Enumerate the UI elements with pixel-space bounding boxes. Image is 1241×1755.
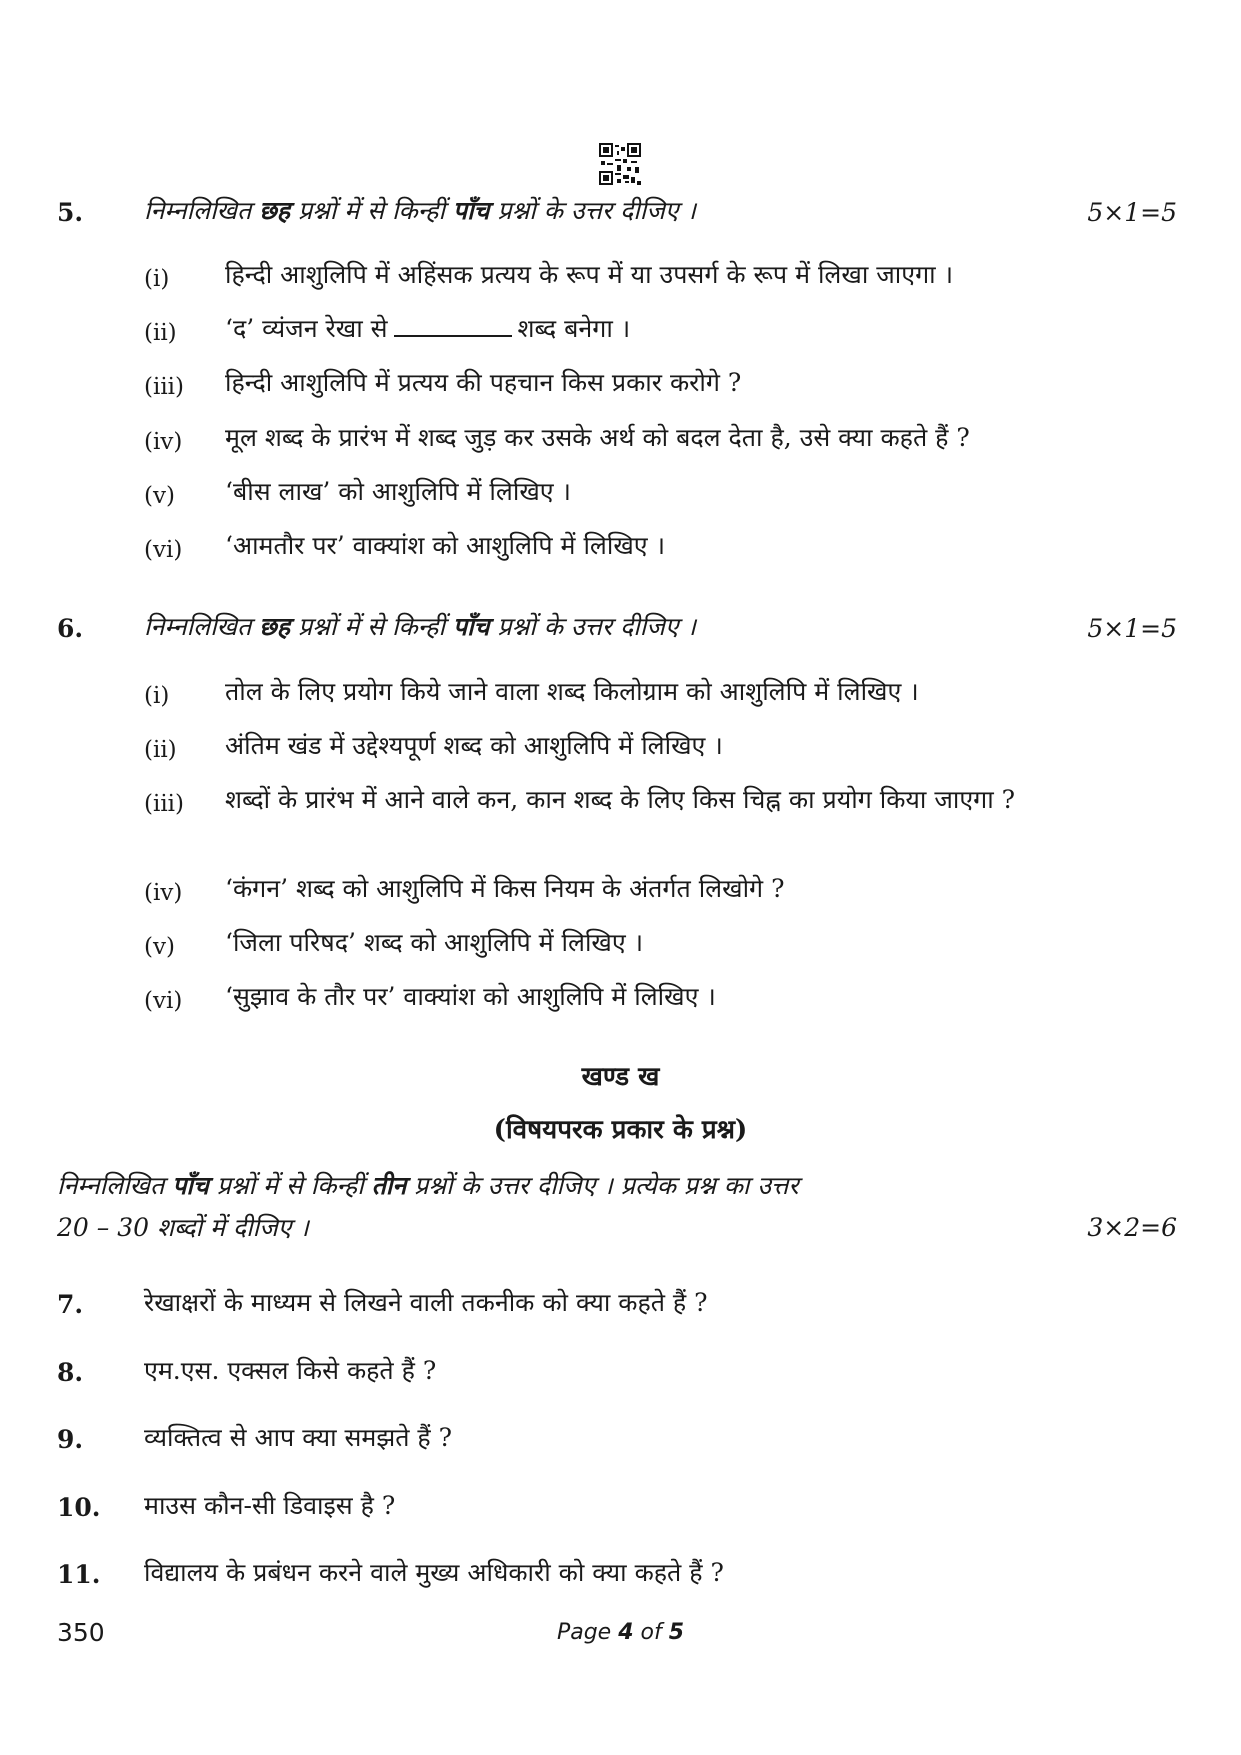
marks-label: 5×1=5 [1087, 614, 1177, 643]
page-indicator: Page 4 of 5 [556, 1620, 685, 1645]
sub-number: (iv) [144, 880, 183, 906]
sub-number: (ii) [144, 320, 177, 346]
sub-question: शब्दों के प्रारंभ में आने वाले कन, कान शब्द के लिए किस चिह्न का प्रयोग किया जाएगा ? [225, 785, 1016, 814]
question-text: माउस कौन-सी डिवाइस है ? [144, 1491, 396, 1520]
section-title: खण्ड ख [581, 1062, 660, 1092]
question-text: विद्यालय के प्रबंधन करने वाले मुख्य अधिकारी को क्या कहते हैं ? [144, 1558, 724, 1587]
sub-number: (ii) [144, 737, 177, 763]
section-subtitle: (विषयपरक प्रकार के प्रश्न) [493, 1115, 748, 1145]
sub-question: ‘जिला परिषद’ शब्द को आशुलिपि में लिखिए । [225, 928, 644, 957]
question-text: रेखाक्षरों के माध्यम से लिखने वाली तकनीक को क्या कहते हैं ? [144, 1288, 708, 1317]
question-text: एम.एस. एक्सल किसे कहते हैं ? [144, 1356, 437, 1385]
sub-question: हिन्दी आशुलिपि में प्रत्यय की पहचान किस प्रकार करोगे ? [225, 368, 742, 397]
question-number: 7. [57, 1290, 84, 1319]
question-instruction: निम्नलिखित छह प्रश्नों में से किन्हीं पाँच प्रश्नों के उत्तर दीजिए । [144, 196, 697, 225]
question-number: 5. [57, 198, 84, 227]
qr-code-icon [599, 143, 641, 185]
question-number: 9. [57, 1425, 84, 1454]
sub-number: (iv) [144, 429, 183, 455]
sub-question: हिन्दी आशुलिपि में अहिंसक प्रत्यय के रूप में या उपसर्ग के रूप में लिखा जाएगा । [225, 260, 954, 289]
sub-question: अंतिम खंड में उद्देश्यपूर्ण शब्द को आशुलिपि में लिखिए । [225, 731, 723, 760]
paper-code: 350 [57, 1618, 105, 1647]
section-instruction: निम्नलिखित पाँच प्रश्नों में से किन्हीं तीन प्रश्नों के उत्तर दीजिए । प्रत्येक प्रश्न का उत्तर 20 – 30 शब्दों में दीजिए । 3×2=6 [57, 1165, 1177, 1249]
sub-question: मूल शब्द के प्रारंभ में शब्द जुड़ कर उसके अर्थ को बदल देता है, उसे क्या कहते हैं ? [225, 423, 970, 452]
sub-number: (vi) [144, 988, 183, 1014]
sub-question: ‘बीस लाख’ को आशुलिपि में लिखिए । [225, 477, 572, 506]
question-number: 8. [57, 1358, 84, 1387]
sub-number: (v) [144, 934, 175, 960]
sub-number: (i) [144, 266, 170, 292]
sub-question: तोल के लिए प्रयोग किये जाने वाला शब्द किलोग्राम को आशुलिपि में लिखिए । [225, 677, 919, 706]
sub-number: (i) [144, 683, 170, 709]
sub-number: (iii) [144, 374, 185, 400]
marks-label: 5×1=5 [1087, 198, 1177, 227]
sub-number: (v) [144, 483, 175, 509]
question-number: 6. [57, 614, 84, 643]
question-text: व्यक्तित्व से आप क्या समझते हैं ? [144, 1423, 453, 1452]
sub-question: ‘कंगन’ शब्द को आशुलिपि में किस नियम के अंतर्गत लिखोगे ? [225, 874, 785, 903]
sub-number: (iii) [144, 791, 185, 817]
sub-question: ‘आमतौर पर’ वाक्यांश को आशुलिपि में लिखिए । [225, 531, 666, 560]
answer-blank [394, 315, 512, 337]
question-number: 10. [57, 1493, 101, 1522]
sub-question: ‘सुझाव के तौर पर’ वाक्यांश को आशुलिपि में लिखिए । [225, 982, 716, 1011]
sub-question: ‘द’ व्यंजन रेखा से शब्द बनेगा । [225, 314, 631, 343]
question-number: 11. [57, 1560, 101, 1589]
marks-label: 3×2=6 [1087, 1213, 1177, 1242]
sub-number: (vi) [144, 537, 183, 563]
question-instruction: निम्नलिखित छह प्रश्नों में से किन्हीं पाँच प्रश्नों के उत्तर दीजिए । [144, 612, 697, 641]
